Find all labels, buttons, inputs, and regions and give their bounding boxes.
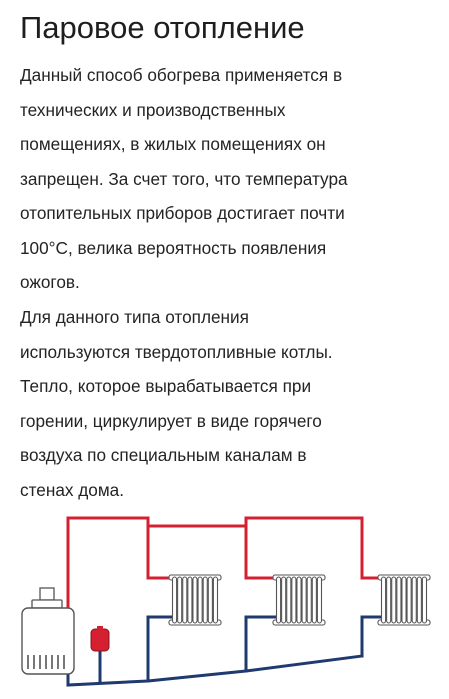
radiator-section (297, 577, 301, 623)
return-branch-pipe (246, 617, 276, 671)
radiator-section (282, 577, 286, 623)
radiator-section (287, 577, 291, 623)
radiator-section (387, 577, 391, 623)
text-line: используются твердотопливные котлы. (20, 341, 333, 362)
radiator-section (317, 577, 321, 623)
text-line: Данный способ обогрева применяется в (20, 65, 343, 85)
radiator-section (178, 577, 182, 623)
radiator (378, 575, 430, 625)
radiator-section (173, 577, 177, 623)
radiator-section (397, 577, 401, 623)
expansion-tank (91, 626, 109, 651)
boiler (22, 588, 74, 674)
radiator (169, 575, 221, 625)
radiator-section (402, 577, 406, 623)
radiator-section (412, 577, 416, 623)
steam-heating-diagram (0, 505, 449, 699)
radiator-section (193, 577, 197, 623)
radiator-section (203, 577, 207, 623)
radiator-section (312, 577, 316, 623)
radiator-section (183, 577, 187, 623)
radiator-section (213, 577, 217, 623)
boiler-neck (40, 588, 54, 600)
text-line: стенах дома. (20, 479, 124, 500)
radiator-section (277, 577, 281, 623)
radiator-section (292, 577, 296, 623)
article-title: Паровое отопление (20, 10, 305, 45)
radiator-section (407, 577, 411, 623)
expansion-tank-cap (97, 626, 103, 630)
radiator-section (188, 577, 192, 623)
text-line: горении, циркулирует в виде горячего (20, 410, 322, 431)
text-line: помещениях, в жилых помещениях он (20, 134, 326, 154)
supply-branch-pipe (246, 526, 276, 578)
supply-branch-pipe (148, 526, 172, 578)
radiator-section (307, 577, 311, 623)
expansion-tank-body (91, 629, 109, 651)
text-line: ожогов. (20, 272, 80, 292)
pipes (68, 518, 381, 685)
paragraph-description (20, 58, 348, 300)
text-line: отопительных приборов достигает почти (20, 203, 345, 223)
radiator-section (422, 577, 426, 623)
radiator-section (417, 577, 421, 623)
paragraph-boilers (20, 300, 333, 507)
text-line: Тепло, которое вырабатывается при (20, 376, 312, 396)
text-line: Для данного типа отопления (20, 307, 249, 327)
radiator-section (198, 577, 202, 623)
fixtures (22, 575, 430, 674)
text-line: 100°C, велика вероятность появления (20, 237, 327, 258)
return-main-pipe (68, 617, 362, 685)
radiator (273, 575, 325, 625)
text-line: технических и производственных (20, 99, 286, 120)
boiler-body (22, 608, 74, 674)
radiator-section (302, 577, 306, 623)
supply-branch-pipe (362, 530, 381, 578)
radiator-section (392, 577, 396, 623)
radiator-section (382, 577, 386, 623)
radiator-section (208, 577, 212, 623)
text-line: воздуха по специальным каналам в (20, 445, 307, 465)
return-branch-pipe (148, 617, 172, 681)
text-line: запрещен. За счет того, что температура (20, 168, 348, 189)
boiler-flue-cap (32, 600, 62, 608)
